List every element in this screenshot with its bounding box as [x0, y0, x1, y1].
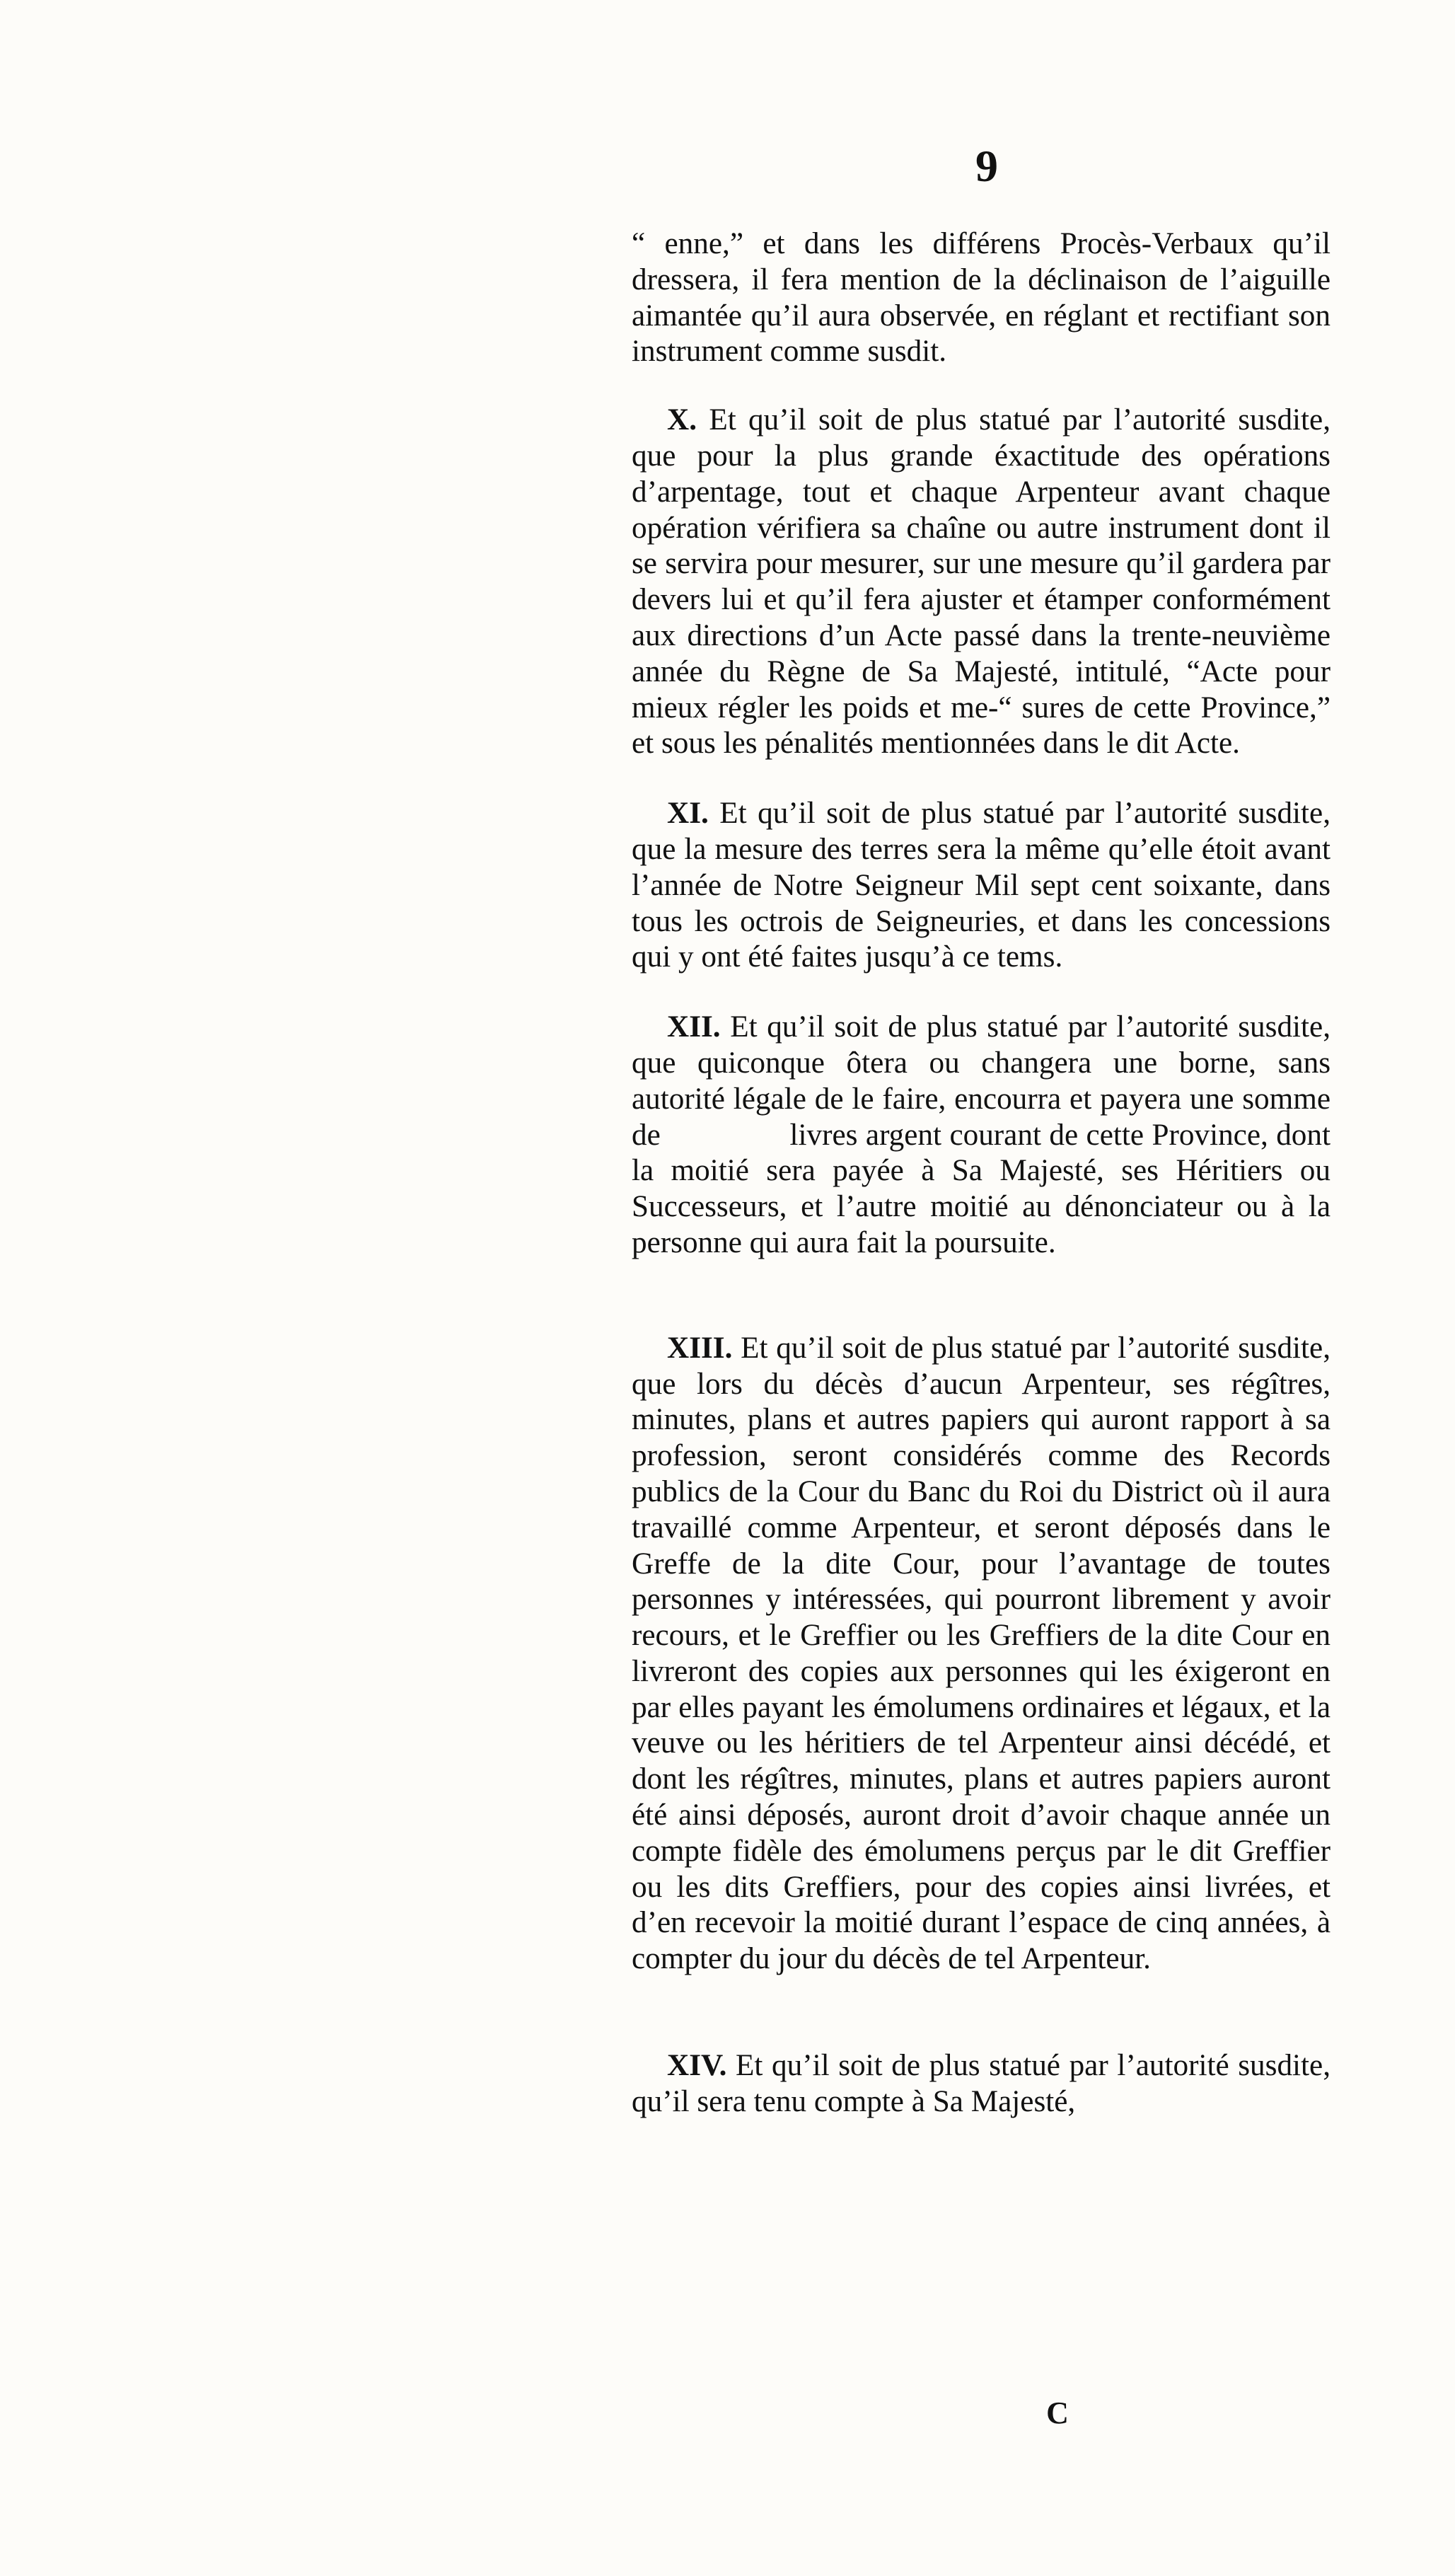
paragraph-text: Et qu’il soit de plus statué par l’autorité susdite, que lors du décès d’aucun Arpenteur, ses régîtres, minutes, plans et autres papiers qui auront rapport à sa profession, seront considérés comme des Records publics de la Cour du Banc du Roi du District où il aura travaillé comme Arpenteur, et seront déposés dans le Greffe de la dite Cour, pour l’avantage de toutes personnes y intéressées, qui pourront librement y avoir recours, et le Greffier ou les Greffiers de la dite Cour en livreront des copies aux personnes qui les éxigeront en par elles payant les émolumens ordinaires et légaux, et la veuve ou les héritiers de tel Arpenteur ainsi décédé, et dont les régîtres, minutes, plans et autres papiers auront été ainsi déposés, auront droit d’avoir chaque année un compte fidèle des émolumens perçus par le dit Greffier ou les dits Greffiers, pour des copies ainsi livrées, et d’en recevoir la moitié durant l’espace de cinq années, à compter du jour du décès de tel Arpenteur. [632, 1331, 1331, 1976]
continuation-paragraph [632, 226, 1331, 370]
section-number: XIV. [667, 2049, 727, 2083]
signature-mark: C [1046, 2396, 1069, 2430]
section-number: XIII. [667, 1331, 733, 1365]
paragraph-text: Et qu’il soit de plus statué par l’autorité susdite, que pour la plus grande éxactitude des opérations d’arpentage, tout et chaque Arpenteur avant chaque opération vérifiera sa chaîne ou autre instrument dont il se servira pour mesurer, sur une mesure qu’il gardera par devers lui et qu’il fera ajuster et étamper conformément aux directions d’un Acte passé dans la trente-neuvième année du Règne de Sa Majesté, intitulé, “Acte pour mieux régler les poids et me-“ sures de cette Province,” et sous les pénalités mentionnées dans le dit Acte. [632, 403, 1331, 761]
page-number: 9 [975, 141, 998, 191]
paragraph-text: “ enne,” et dans les différens Procès-Verbaux qu’il dressera, il fera mention de la déclinaison de l’aiguille aimantée qu’il aura observée, en réglant et rectifiant son instrument comme susdit. [632, 227, 1331, 369]
section-x-paragraph [632, 403, 1331, 762]
section-xiii-paragraph [632, 1331, 1331, 1977]
section-number: XII. [667, 1010, 721, 1044]
paragraph-text: Et qu’il soit de plus statué par l’autorité susdite, qu’il sera tenu compte à Sa Majesté, [632, 2049, 1331, 2118]
text-column [632, 226, 1338, 2120]
paragraph-text: Et qu’il soit de plus statué par l’autorité susdite, que quiconque ôtera ou changera une borne, sans autorité légale de le faire, encourra et payera une somme de livres argent courant de cette Province, dont la moitié sera payée à Sa Majesté, ses Héritiers ou Successeurs, et l’autre moitié au dénonciateur ou à la personne qui aura fait la poursuite. [632, 1010, 1338, 1259]
paragraph-text: Et qu’il soit de plus statué par l’autorité susdite, que la mesure des terres sera la même qu’elle étoit avant l’année de Notre Seigneur Mil sept cent soixante, dans tous les octrois de Seigneuries, et dans les concessions qui y ont été faites jusqu’à ce tems. [632, 797, 1331, 974]
section-xiv-paragraph [632, 2048, 1331, 2120]
section-xi-paragraph [632, 796, 1331, 976]
section-number: XI. [667, 797, 709, 831]
section-number: X. [667, 403, 697, 437]
section-xii-paragraph [632, 1010, 1338, 1261]
